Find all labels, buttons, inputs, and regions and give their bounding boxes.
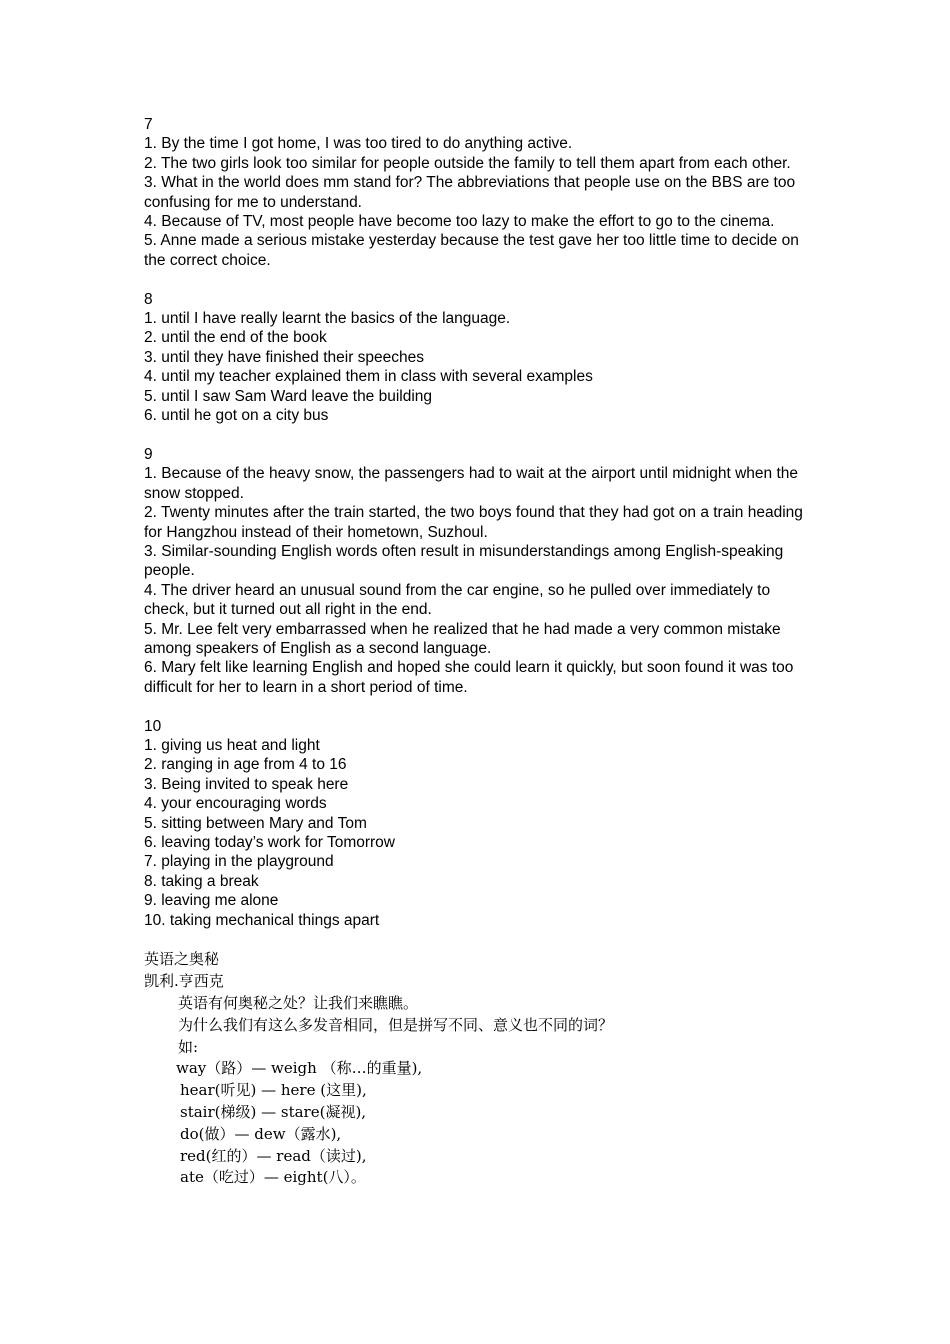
- answer-line: 2. until the end of the book: [144, 329, 327, 347]
- answer-line: 6. leaving today’s work for Tomorrow: [144, 833, 395, 851]
- answer-line: 4. until my teacher explained them in class with several examples: [144, 368, 593, 386]
- example-label: 如:: [178, 1037, 199, 1056]
- article-intro: 为什么我们有这么多发音相同，但是拼写不同、意义也不同的词？: [178, 1015, 614, 1034]
- answer-line: 2. Twenty minutes after the train started, the two boys found that they had got on a train heading for Hangzhou instead of their hometown, Suzhoul.: [144, 504, 803, 541]
- answer-line: 2. The two girls look too similar for people outside the family to tell them apart from each other.: [144, 154, 791, 172]
- answer-line: 2. ranging in age from 4 to 16: [144, 756, 347, 774]
- answer-line: 6. until he got on a city bus: [144, 407, 329, 425]
- answer-line: 8. taking a break: [144, 872, 259, 890]
- answer-line: 1. Because of the heavy snow, the passengers had to wait at the airport until midnight when the snow stopped.: [144, 465, 798, 502]
- answer-line: 1. until I have really learnt the basics of the language.: [144, 310, 511, 328]
- section-number: 7: [144, 116, 153, 133]
- example-line: way（路）— weigh （称…的重量),: [176, 1059, 423, 1078]
- answer-line: 1. By the time I got home, I was too tired to do anything active.: [144, 135, 573, 153]
- answer-line: 3. until they have finished their speeches: [144, 348, 425, 366]
- answer-section-8: [144, 290, 814, 426]
- example-line: hear(听见) — here (这里),: [180, 1081, 367, 1100]
- answer-line: 4. The driver heard an unusual sound from the car engine, so he pulled over immediately to check, but it turned out all right in the end.: [144, 581, 771, 619]
- answer-line: 7. playing in the playground: [144, 853, 334, 871]
- article-block: [144, 949, 814, 1189]
- section-number: 9: [144, 445, 153, 463]
- article-title: 英语之奥秘: [144, 950, 220, 969]
- answer-line: 4. your encouraging words: [144, 795, 327, 813]
- answer-line: 5. Anne made a serious mistake yesterday because the test gave her too little time to decide on the correct choice.: [144, 232, 799, 269]
- answer-section-10: [144, 717, 814, 930]
- section-number: 10: [144, 717, 162, 735]
- example-line: do(做）— dew（露水),: [180, 1124, 342, 1143]
- answer-line: 3. Similar-sounding English words often result in misunderstandings among English-speaking people.: [144, 542, 784, 580]
- answer-line: 5. until I saw Sam Ward leave the building: [144, 387, 433, 405]
- example-line: stair(梯级) — stare(凝视),: [180, 1102, 367, 1121]
- answer-section-9: [144, 445, 814, 697]
- document-page: [144, 115, 814, 1189]
- answer-line: 3. What in the world does mm stand for? The abbreviations that people use on the BBS are too confusing for me to understand.: [144, 174, 796, 211]
- answer-line: 6. Mary felt like learning English and hoped she could learn it quickly, but soon found it was too difficult for her to learn in a short period of time.: [144, 659, 794, 696]
- answer-line: 3. Being invited to speak here: [144, 775, 349, 793]
- answer-section-7: [144, 115, 814, 270]
- answer-line: 9. leaving me alone: [144, 892, 279, 910]
- example-line: ate（吃过）— eight(八）。: [180, 1168, 366, 1187]
- section-number: 8: [144, 290, 153, 308]
- article-intro: 英语有何奥秘之处？让我们来瞧瞧。: [178, 994, 419, 1012]
- answer-line: 4. Because of TV, most people have become too lazy to make the effort to go to the cinema.: [144, 213, 775, 231]
- answer-line: 1. giving us heat and light: [144, 736, 320, 754]
- answer-line: 5. sitting between Mary and Tom: [144, 814, 367, 832]
- example-line: red(红的）— read（读过),: [180, 1146, 367, 1165]
- answer-line: 10. taking mechanical things apart: [144, 911, 380, 929]
- article-author: 凯利.亨西克: [144, 972, 224, 991]
- answer-line: 5. Mr. Lee felt very embarrassed when he realized that he had made a very common mistake among speakers of English as a second language.: [144, 620, 781, 657]
